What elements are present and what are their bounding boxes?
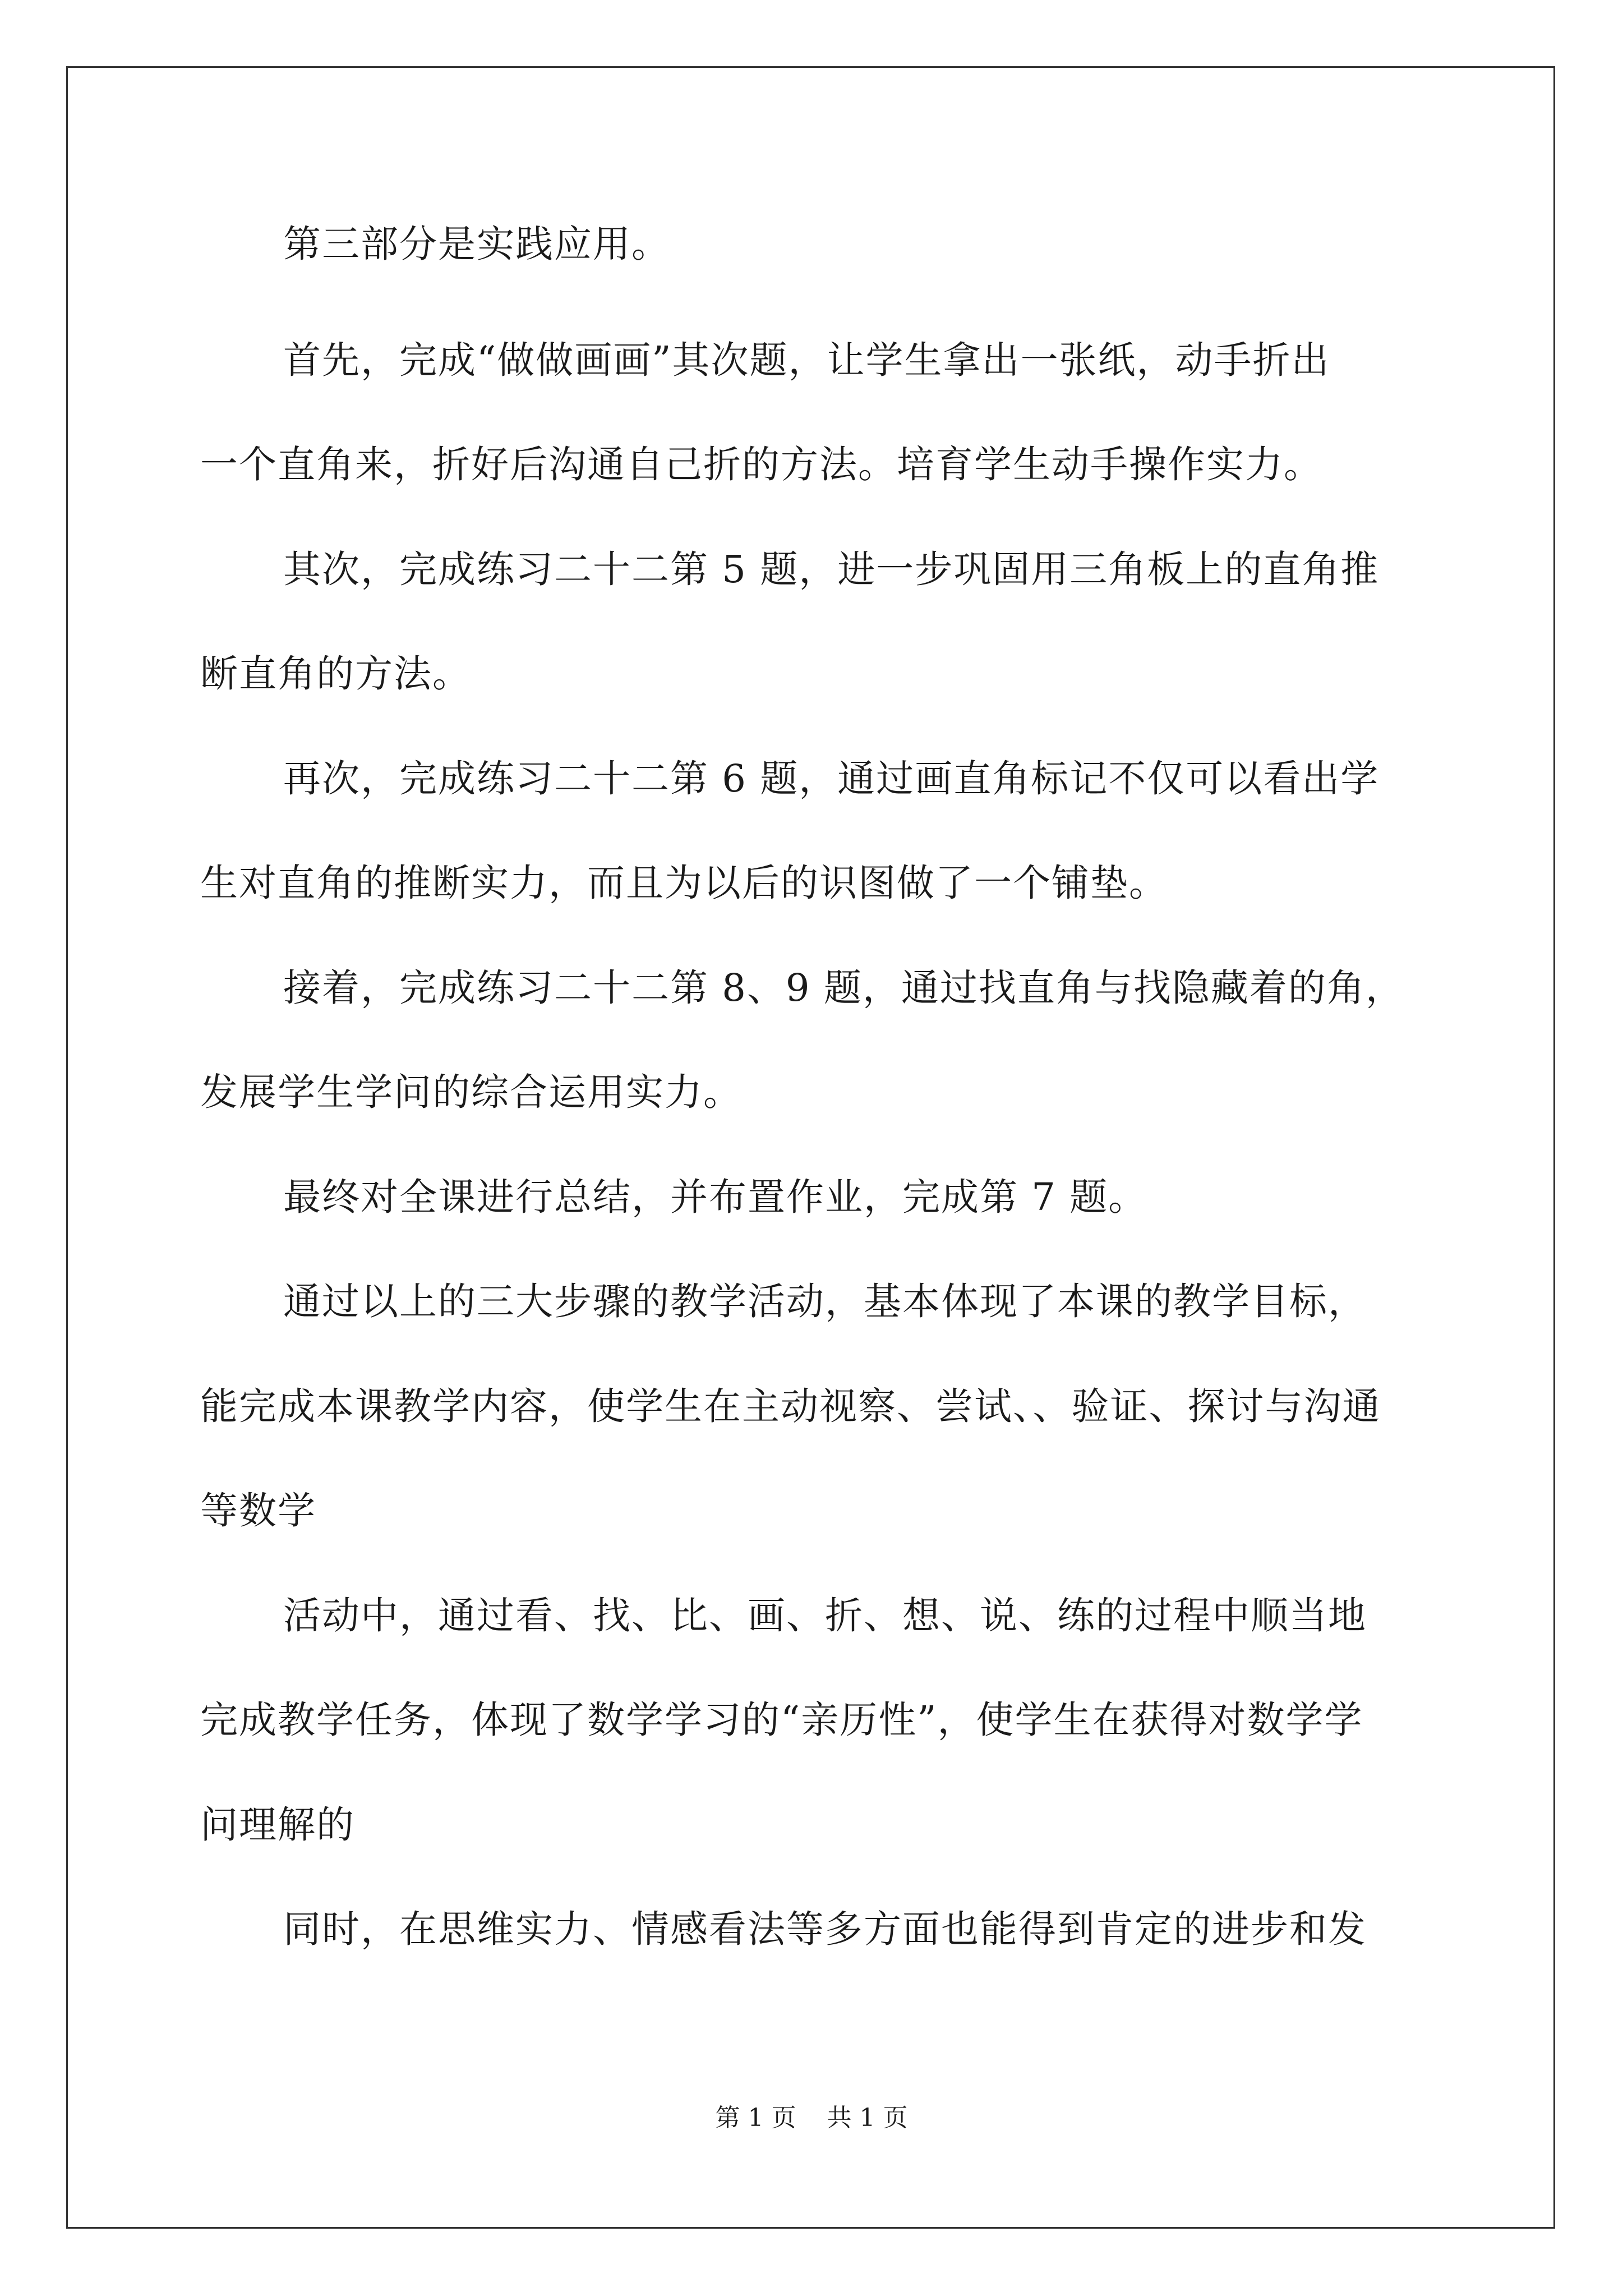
paragraph-line: 生对直角的推断实力，而且为以后的识图做了一个铺垫。 <box>200 861 1168 905</box>
page-number: 第 1 页 <box>715 2104 796 2132</box>
paragraph-line: 其次，完成练习二十二第 5 题，进一步巩固用三角板上的直角推 <box>283 547 1380 591</box>
paragraph-line: 等数学 <box>200 1489 316 1533</box>
paragraph-line: 能完成本课教学内容，使学生在主动视察、尝试、、验证、探讨与沟通 <box>200 1384 1381 1428</box>
paragraph-line: 发展学生学问的综合运用实力。 <box>200 1070 742 1114</box>
paragraph-line: 再次，完成练习二十二第 6 题，通过画直角标记不仅可以看出学 <box>283 757 1380 800</box>
paragraph-line: 一个直角来，折好后沟通自己折的方法。培育学生动手操作实力。 <box>200 443 1322 486</box>
page-footer <box>0 2101 1623 2135</box>
paragraph-line: 断直角的方法。 <box>200 652 471 696</box>
paragraph-line: 通过以上的三大步骤的教学活动，基本体现了本课的教学目标， <box>283 1280 1367 1323</box>
paragraph-line: 接着，完成练习二十二第 8、9 题，通过找直角与找隐藏着的角， <box>283 966 1404 1010</box>
paragraph-line: 活动中，通过看、找、比、画、折、想、说、练的过程中顺当地 <box>283 1594 1367 1637</box>
paragraph-line: 第三部分是实践应用。 <box>283 222 670 266</box>
paragraph-line: 首先，完成“做做画画”其次题，让学生拿出一张纸，动手折出 <box>283 338 1330 382</box>
page-total: 共 1 页 <box>827 2104 908 2132</box>
paragraph-line: 同时，在思维实力、情感看法等多方面也能得到肯定的进步和发 <box>283 1907 1367 1951</box>
paragraph-line: 问理解的 <box>200 1803 355 1847</box>
paragraph-line: 最终对全课进行总结，并布置作业，完成第 7 题。 <box>283 1175 1147 1219</box>
paragraph-line: 完成教学任务，体现了数学学习的“亲历性”，使学生在获得对数学学 <box>200 1698 1363 1742</box>
